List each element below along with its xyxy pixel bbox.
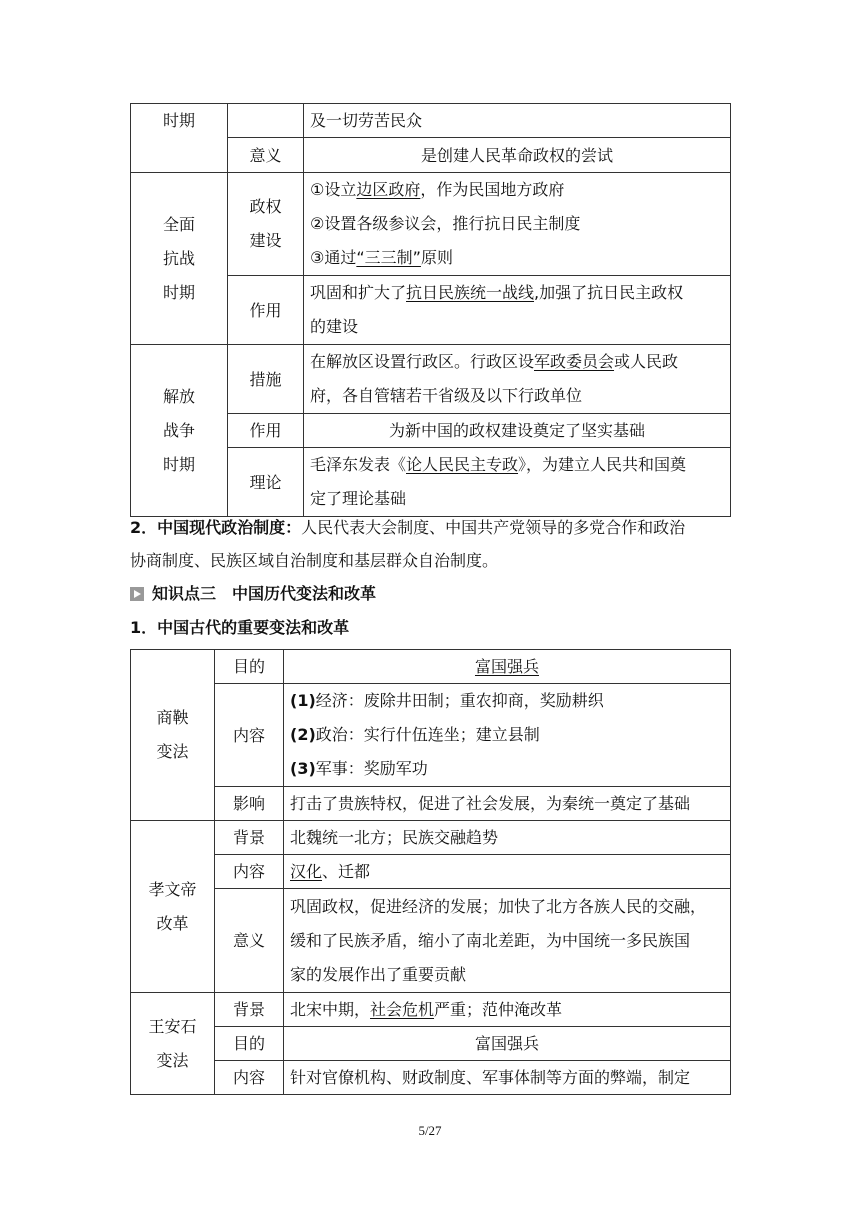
reform-name: 王安石 [148, 1016, 197, 1036]
paragraph-modern-system [130, 511, 730, 577]
reform-name: 变法 [156, 1050, 189, 1070]
aspect-label: 内容 [232, 862, 265, 881]
underlined-term: “三三制” [356, 248, 421, 267]
table-row [131, 173, 731, 276]
content-cell [304, 276, 731, 345]
underlined-term: 汉化 [290, 862, 323, 881]
text: ,加强了抗日民主政权 [534, 283, 684, 302]
item-number: (1) [290, 691, 316, 710]
item-number: (3) [290, 759, 316, 778]
underlined-term: 论人民民主专政 [406, 455, 519, 474]
content-line [310, 448, 724, 482]
aspect-label: 政权 [249, 197, 282, 216]
aspect-label: 背景 [232, 1000, 265, 1019]
underlined-term: 富国强兵 [474, 657, 539, 676]
period-label: 时期 [162, 111, 195, 130]
aspect-cell [228, 345, 304, 414]
text: 政治：实行什伍连坐；建立县制 [315, 725, 540, 744]
aspect-label: 作用 [249, 421, 282, 440]
period-label: 时期 [162, 282, 195, 302]
content-text: 富国强兵 [474, 1034, 539, 1053]
period-label: 时期 [162, 454, 195, 474]
aspect-cell [215, 1061, 284, 1095]
aspect-label: 目的 [232, 1034, 265, 1053]
content-line [290, 718, 724, 752]
content-cell [284, 855, 731, 889]
aspect-label: 作用 [249, 300, 282, 320]
period-label: 全面 [162, 214, 195, 234]
table-row [131, 345, 731, 414]
aspect-label: 意义 [249, 145, 282, 165]
aspect-cell [215, 650, 284, 684]
aspect-label: 内容 [232, 1068, 265, 1087]
content-line [310, 173, 724, 207]
aspect-cell [228, 276, 304, 345]
content-text: 是创建人民革命政权的尝试 [420, 145, 613, 165]
triangle-marker-icon [130, 587, 144, 601]
content-line: 缓和了民族矛盾，缩小了南北差距，为中国统一多民族国 [290, 930, 691, 950]
reform-name-cell [131, 650, 215, 821]
table-row [131, 993, 731, 1027]
aspect-label: 影响 [232, 794, 265, 813]
aspect-cell [215, 1027, 284, 1061]
reform-name: 改革 [156, 913, 189, 933]
aspect-label: 目的 [232, 657, 265, 676]
text: 在解放区设置行政区。行政区设 [310, 352, 535, 371]
period-label: 抗战 [162, 248, 195, 268]
reform-name: 变法 [156, 742, 189, 761]
content-line [310, 345, 724, 379]
period-cell [131, 345, 228, 517]
reform-name: 商鞅 [156, 708, 189, 727]
text: 巩固和扩大了 [310, 283, 407, 302]
aspect-cell [228, 414, 304, 448]
table-row [131, 684, 731, 787]
table-row [131, 787, 731, 821]
aspect-cell [215, 684, 284, 787]
paragraph-lead: 2．中国现代政治制度： [130, 518, 302, 537]
text: ②设置各级参议会，推行抗日民主制度 [310, 214, 581, 233]
table-reforms [130, 649, 731, 1095]
content-line [290, 684, 724, 718]
content-cell [284, 821, 731, 855]
content-line [290, 752, 724, 786]
content-cell [284, 684, 731, 787]
content-cell [284, 1061, 731, 1095]
text: 经济：废除井田制；重农抑商，奖励耕织 [315, 691, 604, 710]
text: 军事：奖励军功 [315, 759, 428, 778]
text: 》，为建立人民共和国奠 [518, 455, 687, 474]
aspect-cell [215, 787, 284, 821]
item-number: (2) [290, 725, 316, 744]
text: 北宋中期， [290, 1000, 371, 1019]
text: 毛泽东发表《 [310, 455, 407, 474]
period-label: 战争 [162, 420, 195, 440]
text: 严重；范仲淹改革 [434, 1000, 563, 1019]
content-text: 北魏统一北方；民族交融趋势 [290, 828, 499, 847]
aspect-cell [215, 993, 284, 1027]
paragraph-text: 人民代表大会制度、中国共产党领导的多党合作和政治 [301, 518, 686, 537]
page-number-text: 5/27 [418, 1123, 442, 1138]
content-cell [304, 104, 731, 138]
page-number [0, 1123, 860, 1139]
aspect-label: 措施 [249, 369, 282, 389]
aspect-label: 内容 [232, 725, 265, 745]
paragraph-line: 协商制度、民族区域自治制度和基层群众自治制度。 [130, 551, 499, 570]
content-line [310, 276, 724, 310]
reform-name-cell [131, 993, 215, 1095]
sub-title: 1．中国古代的重要变法和改革 [130, 618, 350, 637]
table-row [131, 1027, 731, 1061]
underlined-term: 抗日民族统一战线 [406, 283, 535, 302]
content-cell [304, 414, 731, 448]
table-row [131, 1061, 731, 1095]
content-line: 府，各自管辖若干省级及以下行政单位 [310, 386, 583, 405]
table-row [131, 889, 731, 993]
aspect-label: 意义 [232, 931, 265, 950]
content-line: 巩固政权，促进经济的发展；加快了北方各族人民的交融， [290, 896, 707, 916]
aspect-label: 背景 [232, 828, 265, 847]
aspect-cell [228, 448, 304, 517]
content-cell [304, 138, 731, 173]
content-line: 定了理论基础 [310, 489, 407, 508]
content-cell [284, 787, 731, 821]
paragraph-line [130, 511, 730, 544]
table-political-system [130, 103, 731, 517]
content-cell [304, 173, 731, 276]
period-cell [131, 104, 228, 173]
content-line [310, 241, 724, 275]
table-row [131, 104, 731, 138]
content-cell [304, 448, 731, 517]
text: 原则 [420, 248, 453, 267]
aspect-cell [215, 855, 284, 889]
reform-name-cell [131, 821, 215, 993]
underlined-term: 边区政府 [356, 180, 421, 199]
aspect-label: 理论 [249, 472, 282, 492]
content-line: 家的发展作出了重要贡献 [290, 964, 467, 984]
content-cell [284, 889, 731, 993]
aspect-label: 建设 [249, 231, 282, 250]
text: 、迁都 [322, 862, 371, 881]
period-cell [131, 173, 228, 345]
text: 或人民政 [614, 352, 679, 371]
text: ③通过 [310, 248, 357, 267]
content-cell [284, 650, 731, 684]
section-heading [130, 582, 376, 606]
text: ，作为民国地方政府 [420, 180, 565, 199]
sub-heading [130, 616, 349, 640]
content-line [310, 207, 724, 241]
content-cell [284, 1027, 731, 1061]
content-text: 针对官僚机构、财政制度、军事体制等方面的弊端，制定 [290, 1068, 691, 1087]
content-text: 为新中国的政权建设奠定了坚实基础 [388, 421, 645, 440]
period-label: 解放 [162, 386, 195, 406]
aspect-cell [228, 138, 304, 173]
content-text: 及一切劳苦民众 [310, 111, 423, 130]
empty-cell [228, 104, 304, 138]
table-row [131, 821, 731, 855]
aspect-cell [215, 889, 284, 993]
underlined-term: 社会危机 [370, 1000, 435, 1019]
aspect-cell [215, 821, 284, 855]
table-row [131, 855, 731, 889]
table-row [131, 650, 731, 684]
content-cell [304, 345, 731, 414]
section-title: 知识点三 中国历代变法和改革 [152, 584, 377, 603]
content-line: 的建设 [310, 317, 359, 336]
content-cell [284, 993, 731, 1027]
underlined-term: 军政委员会 [534, 352, 615, 371]
reform-name: 孝文帝 [148, 879, 197, 899]
content-text: 打击了贵族特权，促进了社会发展，为秦统一奠定了基础 [290, 794, 691, 813]
text: ①设立 [310, 180, 357, 199]
aspect-cell [228, 173, 304, 276]
